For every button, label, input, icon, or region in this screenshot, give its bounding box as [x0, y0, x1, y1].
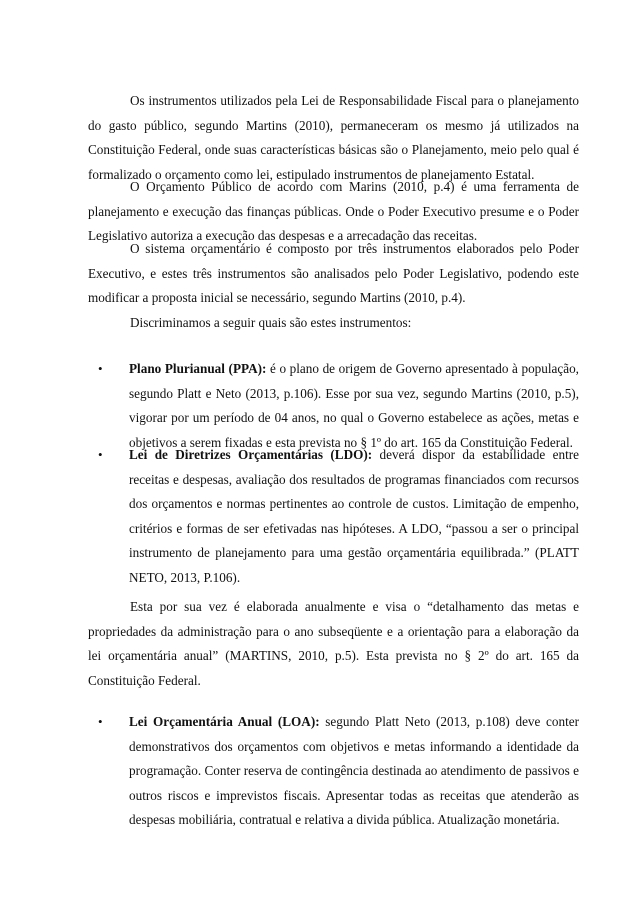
paragraph-esta-por-sua-vez: Esta por sua vez é elaborada anualmente e visa o “detalhamento das metas e propriedades da administração para o ano subseqüente e a orientação para a elaboração da lei orçamentária anual” (MARTINS, 2010, p.5). Esta prevista no § 2º do art. 165 da Constituição Federal.: [88, 599, 579, 688]
description-loa: segundo Platt Neto (2013, p.108) deve conter demonstrativos dos orçamentos com objetivos e metas informando a identidade da programação. Conter reserva de contingência destinada ao atendimento de passivos e outros riscos e imprevistos fiscais. Apresentar todas as receitas que atenderão as despesas mobiliária, contratual e relativa a divida pública. Atualização monetária.: [129, 714, 579, 828]
paragraph-orcamento-publico: O Orçamento Público de acordo com Marins (2010, p.4) é uma ferramenta de planejamento e execução das finanças públicas. Onde o Poder Executivo presume e o Poder Legislativo autoriza a execução das despesas e a arrecadação das receitas.: [88, 179, 579, 244]
bullet-icon: •: [98, 361, 103, 376]
list-item-ldo: [129, 443, 579, 591]
list-item-loa: [129, 710, 579, 833]
description-ldo: deverá dispor da estabilidade entre receitas e despesas, avaliação dos resultados de programas financiados com recursos dos orçamentos e normas pertinentes ao controle de custos. Limitação de empenho, critérios e formas de ser efetivadas nas hipóteses. A LDO, “passou a ser o principal instrumento de planejamento para uma gestão orçamentária equilibrada.” (PLATT NETO, 2013, P.106).: [129, 447, 579, 585]
paragraph-discriminamos: Discriminamos a seguir quais são estes instrumentos:: [130, 315, 412, 330]
term-loa: Lei Orçamentária Anual (LOA):: [129, 714, 320, 729]
bullet-icon: •: [98, 447, 103, 462]
paragraph-instrumentos-lrf: Os instrumentos utilizados pela Lei de Responsabilidade Fiscal para o planejamento do gasto público, segundo Martins (2010), permaneceram os mesmo já utilizados na Constituição Federal, onde suas características básicas são o Planejamento, meio pelo qual é formalizado o orçamento como lei, estipulado instrumentos de planejamento Estatal.: [88, 93, 579, 182]
bullet-icon: •: [98, 714, 103, 729]
description-ppa: é o plano de origem de Governo apresentado à população, segundo Platt e Neto (2013, p.106). Esse por sua vez, segundo Martins (2010, p.5), vigorar por um período de 04 anos, no qual o Governo estabelece as ações, metas e objetivos a serem fixadas e esta prevista no § 1º do art. 165 da Constituição Federal.: [129, 361, 579, 450]
term-ppa: Plano Plurianual (PPA):: [129, 361, 267, 376]
list-item-ppa: [129, 357, 579, 455]
term-ldo: Lei de Diretrizes Orçamentárias (LDO):: [129, 447, 373, 462]
paragraph-sistema-orcamentario: O sistema orçamentário é composto por três instrumentos elaborados pelo Poder Executivo, e estes três instrumentos são analisados pelo Poder Legislativo, podendo este modificar a proposta inicial se necessário, segundo Martins (2010, p.4).: [88, 241, 579, 306]
